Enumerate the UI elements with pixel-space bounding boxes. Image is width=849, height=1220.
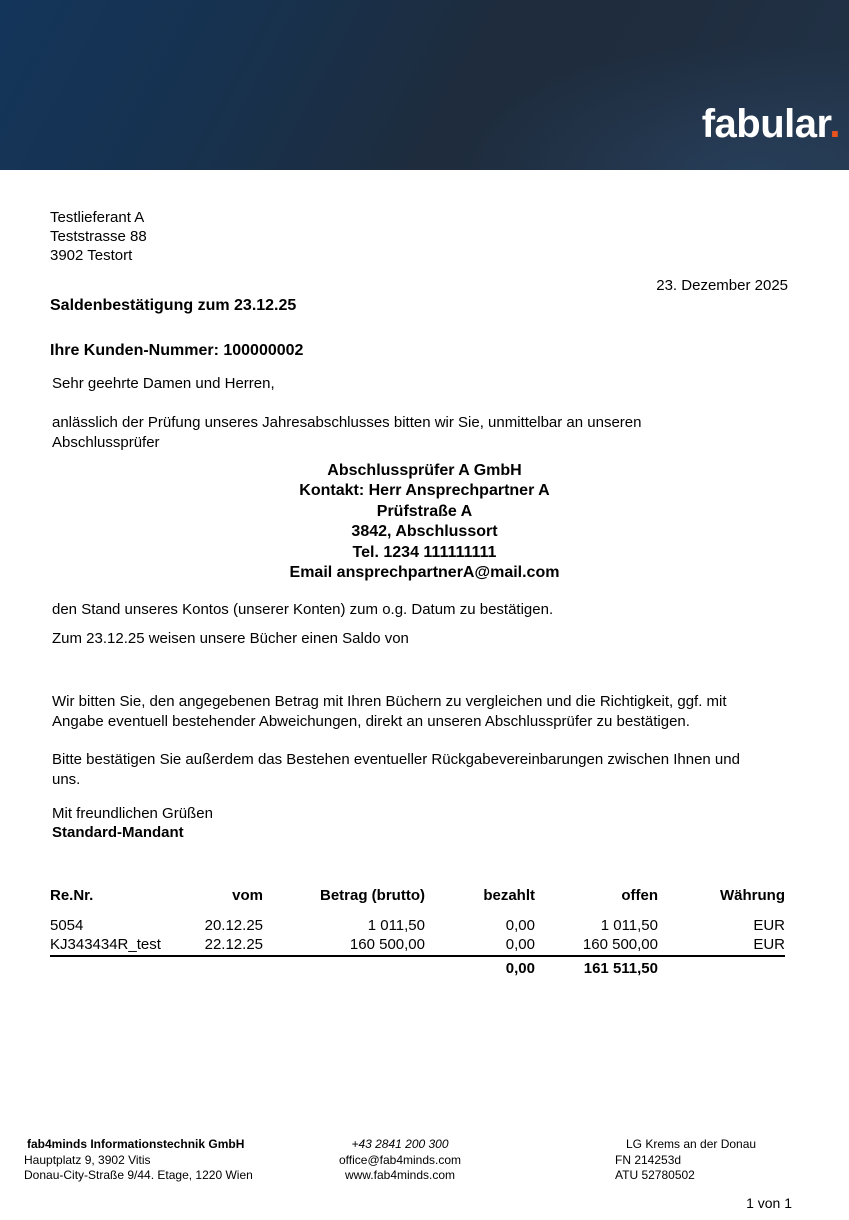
salutation: Sehr geehrte Damen und Herren, bbox=[52, 375, 275, 392]
header-banner bbox=[0, 0, 849, 170]
footer-company-address-1: Hauptplatz 9, 3902 Vitis bbox=[24, 1152, 151, 1167]
subject-line: Saldenbestätigung zum 23.12.25 bbox=[50, 297, 297, 314]
logo-dot: . bbox=[829, 102, 840, 146]
intro-line-2: Abschlussprüfer bbox=[52, 433, 160, 451]
paragraph-return-line-2: uns. bbox=[52, 770, 81, 788]
table-cell: 20.12.25 bbox=[204, 917, 263, 934]
auditor-city: 3842, Abschlussort bbox=[351, 523, 498, 541]
recipient-name: Testlieferant A bbox=[50, 209, 145, 226]
table-cell: 160 500,00 bbox=[349, 936, 425, 953]
table-cell: 22.12.25 bbox=[204, 936, 263, 953]
closing-block bbox=[52, 804, 213, 842]
table-header-gap bbox=[50, 905, 785, 916]
auditor-phone: Tel. 1234 111111111 bbox=[352, 543, 497, 561]
table-cell: KJ343434R_test bbox=[50, 936, 161, 953]
table-header-row bbox=[50, 886, 785, 905]
table-sum-divider bbox=[50, 955, 785, 957]
intro-line-1: anlässlich der Prüfung unseres Jahresabschlusses bitten wir Sie, unmittelbar an unseren bbox=[52, 414, 642, 431]
table-cell: EUR bbox=[753, 917, 785, 934]
footer-website: www.fab4minds.com bbox=[344, 1168, 456, 1182]
recipient-street: Teststrasse 88 bbox=[50, 228, 147, 245]
footer-court-registry: LG Krems an der Donau bbox=[626, 1137, 757, 1151]
confirm-line: den Stand unseres Kontos (unserer Konten) zum o.g. Datum zu bestätigen. bbox=[52, 601, 554, 618]
paragraph-compare-line-2: Angabe eventuell bestehender Abweichungen, direkt an unseren Abschlussprüfer zu bestätigen. bbox=[52, 712, 690, 730]
table-row bbox=[50, 916, 785, 935]
table-cell: EUR bbox=[753, 936, 785, 953]
recipient-block bbox=[50, 208, 147, 265]
table-header-betrag: Betrag (brutto) bbox=[320, 887, 425, 904]
footer-company-address-2: Donau-City-Straße 9/44. Etage, 1220 Wien bbox=[24, 1168, 253, 1182]
total-bezahlt: 0,00 bbox=[505, 960, 535, 977]
document-date: 23. Dezember 2025 bbox=[656, 277, 788, 294]
recipient-city: 3902 Testort bbox=[50, 247, 133, 264]
table-cell: 0,00 bbox=[505, 936, 535, 953]
table-totals-row bbox=[50, 959, 785, 978]
table-row bbox=[50, 935, 785, 954]
auditor-email: Email ansprechpartnerA@mail.com bbox=[289, 564, 560, 582]
paragraph-compare-line-1: Wir bitten Sie, den angegebenen Betrag mit Ihren Büchern zu vergleichen und die Richtigkeit, ggf. mit bbox=[52, 693, 727, 710]
table-header-renr: Re.Nr. bbox=[50, 887, 94, 904]
auditor-name: Abschlussprüfer A GmbH bbox=[327, 462, 522, 479]
footer-company-block bbox=[24, 1137, 253, 1184]
footer-vat-number: ATU 52780502 bbox=[615, 1168, 695, 1182]
table-cell: 1 011,50 bbox=[367, 917, 425, 934]
paragraph-compare bbox=[52, 692, 727, 731]
footer-legal-block bbox=[615, 1137, 756, 1184]
footer-email: office@fab4minds.com bbox=[338, 1152, 461, 1167]
table-cell: 5054 bbox=[50, 917, 84, 934]
paragraph-return-agreements bbox=[52, 750, 740, 789]
footer-contact-block bbox=[330, 1137, 470, 1184]
auditor-street: Prüfstraße A bbox=[376, 502, 473, 520]
signature-name: Standard-Mandant bbox=[52, 824, 184, 841]
table-header-waehrung: Währung bbox=[720, 887, 785, 904]
table-cell: 1 011,50 bbox=[600, 917, 658, 934]
table-cell: 160 500,00 bbox=[582, 936, 658, 953]
saldo-line: Zum 23.12.25 weisen unsere Bücher einen Saldo von bbox=[52, 630, 409, 647]
footer-company-register-number: FN 214253d bbox=[615, 1152, 682, 1167]
paragraph-return-line-1: Bitte bestätigen Sie außerdem das Bestehen eventueller Rückgabevereinbarungen zwischen Ihnen und bbox=[52, 751, 740, 768]
table-cell: 0,00 bbox=[505, 917, 535, 934]
table-header-vom: vom bbox=[232, 887, 263, 904]
auditor-block bbox=[0, 461, 849, 583]
customer-number: Ihre Kunden-Nummer: 100000002 bbox=[50, 342, 304, 359]
page-number: 1 von 1 bbox=[746, 1195, 792, 1211]
invoice-table bbox=[50, 886, 785, 978]
footer-phone: +43 2841 200 300 bbox=[351, 1137, 449, 1151]
intro-paragraph bbox=[52, 413, 641, 452]
closing-line: Mit freundlichen Grüßen bbox=[52, 805, 213, 822]
brand-logo bbox=[702, 104, 840, 144]
total-offen: 161 511,50 bbox=[583, 960, 658, 977]
table-header-bezahlt: bezahlt bbox=[483, 887, 535, 904]
auditor-contact: Kontakt: Herr Ansprechpartner A bbox=[299, 482, 550, 500]
footer-company-name: fab4minds Informationstechnik GmbH bbox=[27, 1137, 245, 1151]
table-header-offen: offen bbox=[621, 887, 658, 904]
logo-text: fabular bbox=[701, 102, 830, 146]
